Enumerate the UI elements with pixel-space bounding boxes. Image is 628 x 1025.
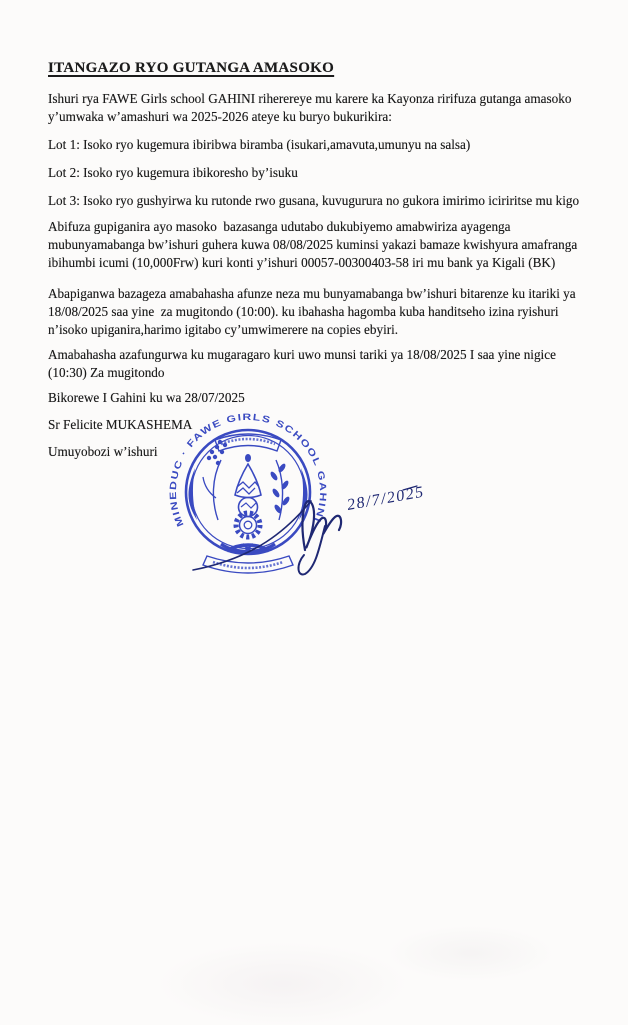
lot-2-text: Lot 2: Isoko ryo kugemura ibikoresho by’isuku xyxy=(48,165,298,180)
opening-paragraph xyxy=(48,346,594,382)
signatory-title-text: Umuyobozi w’ishuri xyxy=(48,444,158,459)
stamp-and-signature xyxy=(155,398,485,590)
submission-paragraph xyxy=(48,285,594,339)
bidding-line: mubunyamabanga bw’ishuri guhera kuwa 08/08/2025 kuminsi yakazi bamaze kwishyura amafranga xyxy=(48,237,578,252)
bidding-line: ibihumbi icumi (10,000Frw) kuri konti y’ishuri 00057-00300403-58 iri mu bank ya Kigali (BK) xyxy=(48,255,556,270)
opening-line: (10:30) Za mugitondo xyxy=(48,365,165,380)
document-title: ITANGAZO RYO GUTANGA AMASOKO xyxy=(48,60,335,76)
intro-paragraph xyxy=(48,90,594,126)
bidding-paragraph xyxy=(48,218,594,272)
opening-line: Amabahasha azafungurwa ku mugaragaro kuri uwo munsi tariki ya 18/08/2025 I saa yine nigice xyxy=(48,347,556,362)
stamp-gear-icon xyxy=(236,513,260,537)
submission-line: 18/08/2025 saa yine za mugitondo (10:00). ku ibahasha hagomba kuba handitseho izina ryishuri xyxy=(48,304,559,319)
signatory-name-text: Sr Felicite MUKASHEMA xyxy=(48,417,193,432)
intro-line: Ishuri rya FAWE Girls school GAHINI riherereye mu karere ka Kayonza ririfuza gutanga amasoko xyxy=(48,91,572,106)
stamp-sorghum-icon xyxy=(203,440,227,520)
lot-item-2 xyxy=(48,164,594,182)
lot-1-text: Lot 1: Isoko ryo kugemura ibiribwa biramba (isukari,amavuta,umunyu na salsa) xyxy=(48,137,471,152)
lot-item-3 xyxy=(48,192,594,210)
stamp-coffee-branch-icon xyxy=(269,460,291,520)
stamp-dot-icon xyxy=(245,454,251,462)
stamp-ring-text: MINEDUC · FAWE GIRLS SCHOOL GAHINI xyxy=(167,411,329,529)
signature-date-text: 28/7/2025 xyxy=(345,483,426,514)
bidding-line: Abifuza gupiganira ayo masoko bazasanga udutabo dukubiyemo amabwiriza ayagenga xyxy=(48,219,511,234)
intro-line: y’umwaka w’amashuri wa 2025-2026 ateye ku buryo bukurikira: xyxy=(48,109,392,124)
lot-item-1 xyxy=(48,136,594,154)
lot-3-text: Lot 3: Isoko ryo gushyirwa ku rutonde rwo gusana, kuvugurura no gukora imirimo iciriritse mu kigo xyxy=(48,193,580,208)
stamp-ribbon-top-icon xyxy=(215,434,281,451)
submission-line: Abapiganwa bazageza amabahasha afunze neza mu bunyamabanga bw’ishuri bitarenze ku itariki ya xyxy=(48,286,576,301)
place-date-text: Bikorewe I Gahini ku wa 28/07/2025 xyxy=(48,390,245,405)
stamp-basket-icon xyxy=(235,464,261,517)
submission-line: n’isoko upiganira,harimo igitabo cy’umwimerere na copies ebyiri. xyxy=(48,322,399,337)
